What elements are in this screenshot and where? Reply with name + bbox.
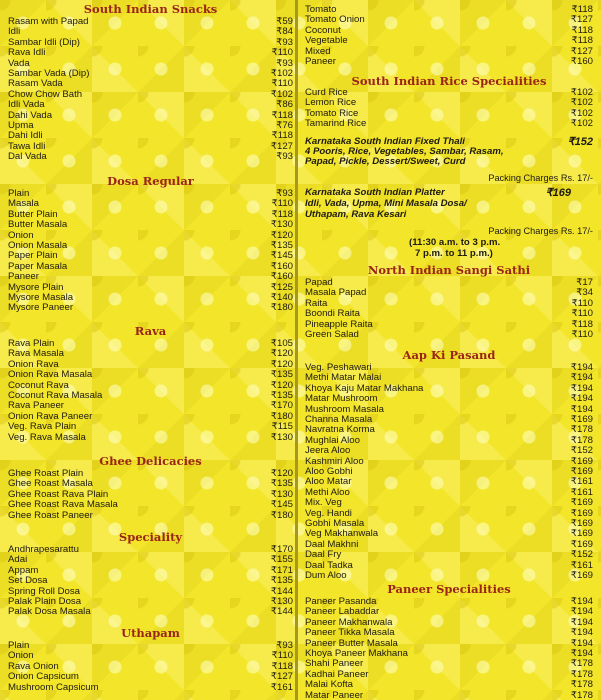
menu-item-price: ₹169 [570,518,593,529]
menu-item-name: Butter Plain [8,208,58,220]
menu-item-name: Papad [305,277,333,288]
menu-item-name: Paneer Tikka Masala [305,627,395,639]
menu-item-name: Tomato [305,4,337,15]
menu-item-name: Tawa Idli [8,140,46,152]
menu-item-name: Upma [8,120,34,131]
menu-item-price: ₹34 [576,287,593,299]
menu-item [8,651,293,661]
menu-item [8,370,293,380]
menu-item-name: Plain [8,188,30,199]
menu-item-price: ₹180 [270,410,293,422]
thali-desc-1: 4 Pooris, Rice, Vegetables, Sambar, Rasam, [305,146,504,157]
menu-item-price: ₹194 [570,372,593,384]
menu-item-price: ₹170 [270,544,293,555]
menu-item [8,401,293,411]
menu-item-price: ₹145 [270,250,293,262]
menu-item-price: ₹127 [570,45,593,57]
menu-item-price: ₹118 [271,660,293,672]
menu-item-name: Dahi Idli [8,130,43,142]
menu-item-price: ₹169 [570,414,593,425]
menu-item-name: Khoya Kaju Matar Makhana [305,382,424,394]
menu-item-price: ₹135 [270,478,293,490]
menu-item-price: ₹110 [271,47,293,59]
menu-item-name: Matar Paneer [305,689,364,700]
platter-packing: Packing Charges Rs. 17/- [488,226,593,236]
menu-item-name: Mysore Plain [8,281,64,293]
menu-item-name: Idli Vada [8,99,45,111]
platter-price: ₹169 [545,187,571,199]
menu-item-price: ₹135 [270,390,293,401]
menu-item-name: Aloo Matar [305,476,352,488]
menu-item-price: ₹110 [271,78,293,90]
menu-item-name: Mysore Paneer [8,302,74,314]
menu-item-price: ₹169 [570,466,593,477]
menu-item [8,555,293,565]
menu-item-name: Coconut Rava [8,379,69,391]
menu-item-price: ₹59 [276,16,293,27]
menu-item-name: Rava Paneer [8,400,64,412]
menu-item-price: ₹130 [270,431,293,443]
menu-item-price: ₹194 [570,596,593,607]
menu-item [8,262,293,272]
menu-item-price: ₹86 [276,99,293,111]
menu-item-name: Coconut Rava Masala [8,390,103,401]
menu-item-price: ₹130 [270,219,293,231]
menu-item [305,47,593,57]
menu-item-price: ₹110 [571,329,593,340]
menu-item-price: ₹130 [270,596,293,607]
menu-item-name: Masala [8,198,39,210]
menu-item-price: ₹125 [270,281,293,293]
menu-item-name: Methi Aloo [305,486,350,498]
menu-item-price: ₹178 [570,689,593,700]
menu-item-name: Andhrapesarattu [8,544,79,555]
menu-item-name: Kashmiri Aloo [305,455,364,467]
menu-item-name: Channa Masala [305,414,373,425]
menu-item [8,251,293,261]
menu-item-name: Boondi Raita [305,308,360,320]
menu-item-name: Ghee Roast Rava Masala [8,499,118,511]
menu-item-price: ₹152 [570,549,593,561]
menu-item-price: ₹118 [271,208,293,220]
menu-item [305,330,593,340]
menu-item-name: Daal Fry [305,549,342,561]
menu-item-name: Dal Vada [8,151,47,163]
menu-item-price: ₹102 [270,88,293,100]
menu-item [305,550,593,560]
menu-item-name: Adai [8,554,28,566]
menu-item-name: Daal Tadka [305,559,353,571]
menu-item [305,394,593,404]
menu-item [8,111,293,121]
section-title-north-indian-sangi-sathi: North Indian Sangi Sathi [367,263,531,277]
menu-item-price: ₹194 [570,403,593,415]
menu-item-price: ₹110 [271,650,293,662]
menu-item-name: Set Dosa [8,575,48,587]
menu-item-price: ₹161 [570,486,593,498]
menu-item-price: ₹93 [276,151,293,163]
menu-item-price: ₹102 [270,68,293,79]
menu-item-name: Onion [8,229,34,241]
menu-item-price: ₹115 [271,421,293,433]
menu-item [8,79,293,89]
menu-item [8,576,293,586]
menu-item-price: ₹120 [270,468,293,479]
menu-item [8,17,293,27]
menu-item-price: ₹194 [570,393,593,405]
menu-item-name: Malai Kofta [305,679,353,691]
section-title-speciality: Speciality [118,530,183,544]
menu-item-price: ₹161 [570,559,593,571]
menu-item-price: ₹84 [276,26,293,38]
menu-item-price: ₹102 [570,107,593,119]
menu-item-name: Veg. Peshawari [305,362,372,373]
menu-item [8,100,293,110]
menu-item-price: ₹178 [570,668,593,680]
menu-item-name: Onion Rava Masala [8,369,93,381]
menu-item-price: ₹17 [576,277,593,288]
menu-item [305,607,593,617]
menu-item [8,152,293,162]
menu-item-price: ₹194 [570,648,593,659]
menu-item-price: ₹127 [270,671,293,683]
menu-item-price: ₹93 [276,36,293,48]
menu-item-name: Matar Mushroom [305,393,378,405]
menu-item-price: ₹120 [270,358,293,370]
menu-item-price: ₹120 [270,379,293,391]
menu-item-name: Idli [8,26,21,38]
menu-item-name: Ghee Roast Paneer [8,509,93,521]
menu-item [305,628,593,638]
menu-item [8,433,293,443]
menu-item [8,131,293,141]
menu-item-name: Veg. Rava Plain [8,421,77,433]
menu-item-price: ₹169 [570,497,593,509]
menu-item-name: Mix. Veg [305,497,342,509]
platter-timing-1: (11:30 a.m. to 3 p.m. [409,237,501,248]
menu-item [305,288,593,298]
menu-item-price: ₹127 [270,140,293,152]
menu-item-price: ₹118 [571,35,593,47]
menu-item [305,119,593,129]
section-title-aap-ki-pasand: Aap Ki Pasand [402,348,496,362]
menu-item-price: ₹110 [571,308,593,320]
section-title-uthapam: Uthapam [121,626,180,640]
menu-item-price: ₹76 [276,120,293,131]
menu-item-price: ₹169 [570,507,593,519]
menu-item-name: Palak Dosa Masala [8,606,91,618]
menu-item-price: ₹110 [571,297,593,309]
menu-item-price: ₹144 [270,585,293,597]
platter-title: Karnataka South Indian Platter [305,187,445,198]
menu-item-price: ₹160 [270,271,293,283]
menu-item-price: ₹118 [571,24,593,36]
menu-item-price: ₹120 [270,348,293,360]
thali-price: ₹152 [567,136,593,148]
menu-item [305,57,593,67]
menu-item-name: Jeera Aloo [305,445,351,457]
menu-item-price: ₹178 [570,658,593,670]
menu-item-name: Vada [8,57,30,69]
menu-item-price: ₹169 [570,538,593,550]
menu-item [8,545,293,555]
section-title-rice: South Indian Rice Specialities [351,74,547,88]
menu-item [305,498,593,508]
menu-item-name: Tomato Rice [305,107,359,119]
menu-item-name: Palak Plain Dosa [8,596,82,607]
menu-item-price: ₹180 [270,302,293,314]
menu-item-name: Methi Matar Malai [305,372,382,384]
section-title-paneer-specialities: Paneer Specialities [387,582,511,596]
menu-item-name: Pineapple Raita [305,318,373,330]
menu-item [305,98,593,108]
menu-item-price: ₹178 [570,424,593,436]
menu-item [305,571,593,581]
menu-item [8,422,293,432]
menu-item-name: Mushroom Masala [305,403,384,415]
menu-item-name: Paneer Pasanda [305,596,377,607]
menu-item [8,672,293,682]
menu-item [8,27,293,37]
menu-item-name: Rava Masala [8,348,64,360]
menu-item-price: ₹169 [570,455,593,467]
menu-item-name: Rava Plain [8,338,55,349]
menu-item-name: Vegetable [305,35,348,47]
menu-item-price: ₹180 [270,509,293,521]
platter-desc-2: Uthapam, Rava Kesari [305,209,407,220]
menu-item-price: ₹102 [570,87,593,98]
menu-item [8,272,293,282]
section-title-south-indian-snacks: South Indian Snacks [83,2,218,16]
menu-item-name: Coconut [305,24,341,36]
menu-item-name: Paneer Labaddar [305,606,380,618]
menu-item-price: ₹160 [570,56,593,67]
menu-item-name: Onion Masala [8,240,68,251]
menu-item [8,511,293,521]
menu-item [305,691,593,700]
menu-item [8,121,293,131]
menu-item-name: Paper Masala [8,260,68,272]
thali-packing: Packing Charges Rs. 17/- [488,173,593,183]
menu-item [8,38,293,48]
menu-item-price: ₹93 [276,640,293,651]
menu-item-name: Dum Aloo [305,570,347,581]
menu-item [8,349,293,359]
menu-item-name: Mushroom Capsicum [8,681,99,693]
menu-item-name: Onion Rava Paneer [8,410,93,422]
menu-item-price: ₹118 [571,4,593,15]
menu-item-price: ₹120 [270,229,293,241]
menu-item-price: ₹194 [570,606,593,618]
section-title-dosa-regular: Dosa Regular [107,174,194,188]
menu-item-name: Tamarind Rice [305,118,367,130]
menu-item-name: Navratna Korma [305,424,375,436]
menu-item [305,309,593,319]
menu-item-price: ₹135 [270,575,293,587]
menu-item-name: Mysore Masala [8,292,74,303]
menu-item-name: Rasam Vada [8,78,63,90]
menu-item-price: ₹118 [571,318,593,330]
menu-item-name: Paneer Makhanwala [305,616,393,628]
menu-item-price: ₹160 [270,260,293,272]
menu-item-name: Sambar Idli (Dip) [8,36,80,48]
menu-item-name: Appam [8,564,39,576]
menu-item-name: Daal Makhni [305,538,359,550]
menu-item-name: Plain [8,640,30,651]
menu-item [8,48,293,58]
menu-item-name: Masala Papad [305,287,367,299]
menu-item-name: Gobhi Masala [305,518,365,529]
menu-item-price: ₹194 [570,616,593,628]
menu-item-price: ₹169 [570,570,593,581]
menu-item [305,680,593,690]
platter-timing-2: 7 p.m. to 11 p.m.) [415,248,493,259]
menu-item-name: Veg. Handi [305,507,352,519]
menu-item [8,479,293,489]
menu-item [8,303,293,313]
menu-item [305,36,593,46]
menu-item-name: Ghee Roast Rava Plain [8,488,109,500]
menu-item-price: ₹144 [270,606,293,618]
menu-item-price: ₹194 [570,637,593,649]
menu-item [8,566,293,576]
menu-item [305,446,593,456]
menu-item-price: ₹102 [570,97,593,109]
menu-item-name: Butter Masala [8,219,68,231]
menu-item-price: ₹93 [276,188,293,199]
menu-item [305,529,593,539]
menu-item-name: Curd Rice [305,87,348,98]
menu-item-name: Sambar Vada (Dip) [8,68,90,79]
menu-item-name: Green Salad [305,329,359,340]
menu-item-price: ₹194 [570,362,593,373]
menu-item-name: Paneer [8,271,39,283]
menu-item-name: Spring Roll Dosa [8,585,80,597]
menu-item [305,659,593,669]
menu-item-name: Ghee Roast Plain [8,468,84,479]
thali-title: Karnataka South Indian Fixed Thali [305,136,465,147]
menu-item-price: ₹110 [271,198,293,210]
menu-item [8,220,293,230]
menu-item-price: ₹194 [570,627,593,639]
menu-item-name: Veg. Rava Masala [8,431,86,443]
thali-desc-2: Papad, Pickle, Dessert/Sweet, Curd [305,156,466,167]
menu-item [305,477,593,487]
menu-item [8,90,293,100]
menu-item-price: ₹105 [270,338,293,349]
menu-item [305,26,593,36]
menu-item-name: Mughlai Aloo [305,434,360,446]
menu-item-price: ₹171 [270,564,293,576]
menu-item-price: ₹102 [570,118,593,130]
menu-item [305,488,593,498]
menu-item [305,425,593,435]
menu-item-name: Shahi Paneer [305,658,364,670]
menu-item [305,15,593,25]
menu-item-name: Onion Capsicum [8,671,79,683]
section-title-rava: Rava [134,324,167,338]
menu-item-name: Rava Onion [8,660,59,672]
column-divider [295,0,298,700]
menu-item-price: ₹161 [270,681,293,693]
menu-item [8,683,293,693]
menu-item [8,199,293,209]
menu-item-price: ₹155 [270,554,293,566]
menu-item-name: Lemon Rice [305,97,357,109]
menu-item-name: Aloo Gobhi [305,466,353,477]
menu-item-name: Khoya Paneer Makhana [305,648,408,659]
platter-desc-1: Idli, Vada, Upma, Mini Masala Dosa/ [305,198,467,209]
menu-item-price: ₹170 [270,400,293,412]
menu-item-name: Paneer [305,56,336,67]
menu-item-price: ₹152 [570,445,593,457]
menu-item [305,561,593,571]
menu-item [8,607,293,617]
menu-item-price: ₹178 [570,679,593,691]
menu-item-price: ₹145 [270,499,293,511]
section-title-ghee-delicacies: Ghee Delicacies [99,454,202,468]
menu-item-price: ₹118 [271,109,293,121]
menu-item-price: ₹93 [276,57,293,69]
menu-item [8,142,293,152]
menu-item-price: ₹161 [570,476,593,488]
menu-item [8,500,293,510]
menu-item-price: ₹140 [270,292,293,303]
menu-item-name: Tomato Onion [305,14,365,26]
menu-item [8,189,293,199]
menu-item-name: Rasam with Papad [8,16,89,27]
menu-item [305,540,593,550]
menu-item-name: Onion [8,650,34,662]
menu-item [8,641,293,651]
menu-item-price: ₹135 [270,240,293,251]
menu-item-name: Dahi Vada [8,109,53,121]
menu-item-price: ₹135 [270,369,293,381]
menu-item-price: ₹118 [271,130,293,142]
menu-item-name: Mixed [305,45,331,57]
menu-item-price: ₹130 [270,488,293,500]
menu-item-price: ₹194 [570,382,593,394]
menu-item-price: ₹127 [570,14,593,26]
menu-item-name: Chow Chow Bath [8,88,83,100]
menu-item-name: Ghee Roast Masala [8,478,93,490]
menu-item-name: Rava Idli [8,47,46,59]
menu-item-price: ₹169 [570,528,593,540]
menu-item-name: Paper Plain [8,250,58,262]
menu-item-price: ₹178 [570,434,593,446]
menu-item-name: Raita [305,297,328,309]
menu-item [305,373,593,383]
menu-item-name: Veg Makhanwala [305,528,379,540]
menu-item-name: Paneer Butter Masala [305,637,398,649]
menu-item-name: Kadhai Paneer [305,668,369,680]
menu-item-name: Onion Rava [8,358,59,370]
